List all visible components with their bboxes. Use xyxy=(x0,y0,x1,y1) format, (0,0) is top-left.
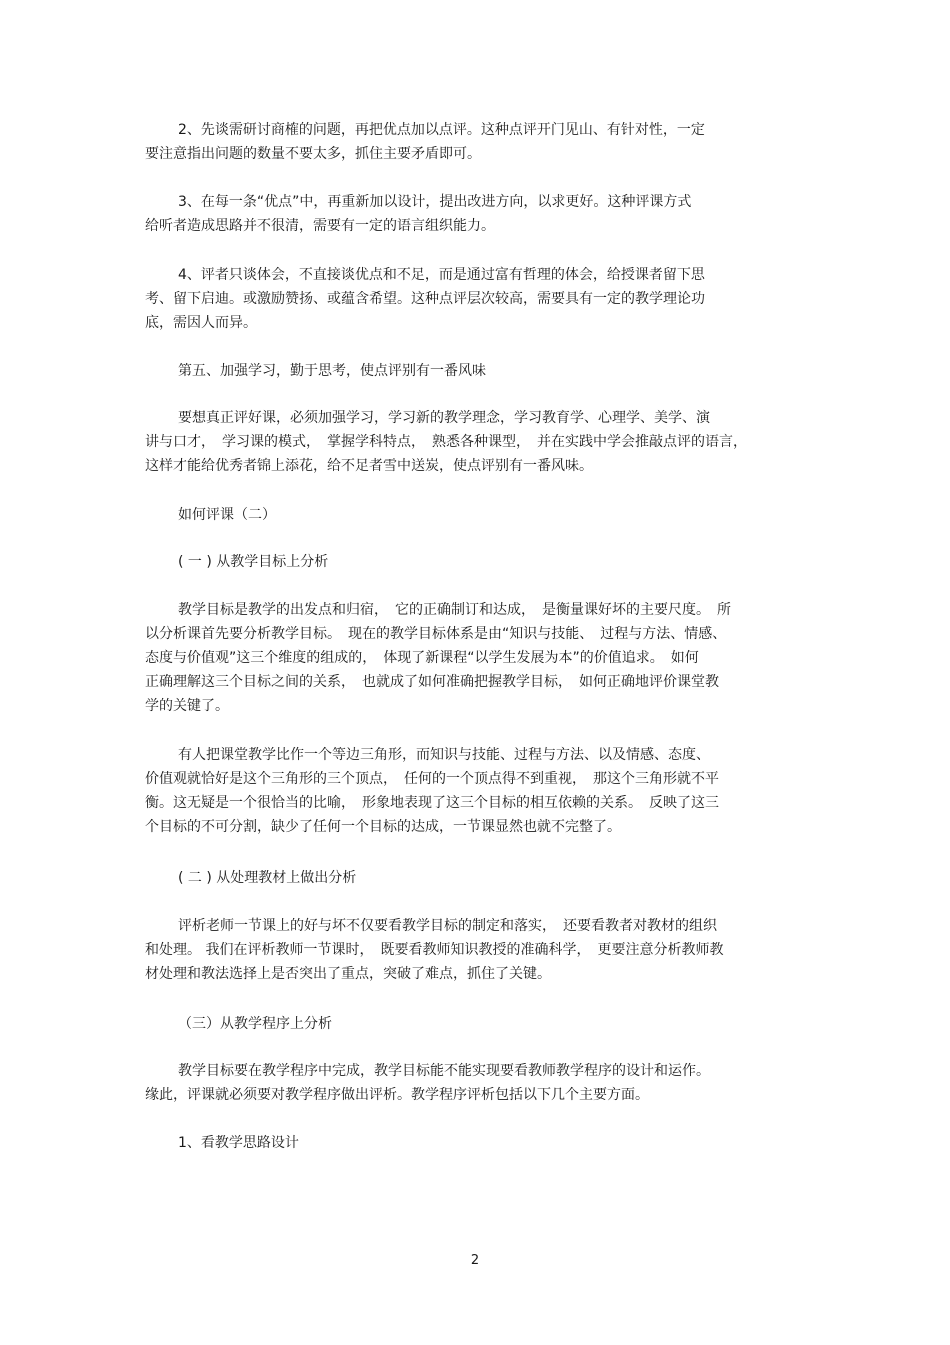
paragraph-8 xyxy=(145,1059,805,1107)
text-line: 缘此，评课就必须要对教学程序做出评析。教学程序评析包括以下几个主要方面。 xyxy=(145,1087,649,1103)
text-line: 有人把课堂教学比作一个等边三角形，而知识与技能、过程与方法、以及情感、态度、 xyxy=(178,747,710,763)
paragraph-2 xyxy=(145,190,805,238)
paragraph-5 xyxy=(145,598,805,718)
text-line: 给听者造成思路并不很清，需要有一定的语言组织能力。 xyxy=(145,218,495,234)
text-line: 讲与口才， 学习课的模式， 掌握学科特点， 熟悉各种课型， 并在实践中学会推敲点评的语言， xyxy=(145,434,747,450)
heading-text: 第五、加强学习，勤于思考，使点评别有一番风味 xyxy=(178,363,486,379)
paragraph-1 xyxy=(145,118,805,166)
text-line: 衡。这无疑是一个很恰当的比喻， 形象地表现了这三个目标的相互依赖的关系。 反映了这三 xyxy=(145,795,719,811)
text-line: 和处理。 我们在评析教师一节课时， 既要看教师知识教授的准确科学， 更要注意分析教师教 xyxy=(145,942,724,958)
text-line: 价值观就恰好是这个三角形的三个顶点， 任何的一个顶点得不到重视， 那这个三角形就不平 xyxy=(145,771,719,787)
paragraph-4 xyxy=(145,406,805,478)
text-line: 要想真正评好课，必须加强学习，学习新的教学理念，学习教育学、心理学、美学、演 xyxy=(178,410,710,426)
text-line: 这样才能给优秀者锦上添花，给不足者雪中送炭，使点评别有一番风味。 xyxy=(145,458,593,474)
text-line: 考、留下启迪。或激励赞扬、或蕴含希望。这种点评层次较高，需要具有一定的教学理论功 xyxy=(145,291,705,307)
heading-text: 1、看教学思路设计 xyxy=(178,1135,299,1151)
section-title xyxy=(145,503,805,527)
text-line: 以分析课首先要分析教学目标。 现在的教学目标体系是由“知识与技能、 过程与方法、情感、 xyxy=(145,626,727,642)
subheading-3 xyxy=(145,1012,805,1036)
text-line: 学的关键了。 xyxy=(145,698,229,714)
subheading-1 xyxy=(145,550,805,574)
text-line: 3、在每一条“优点”中，再重新加以设计，提出改进方向，以求更好。这种评课方式 xyxy=(178,194,692,210)
text-line: 底，需因人而异。 xyxy=(145,315,257,331)
text-line: 教学目标是教学的出发点和归宿， 它的正确制订和达成， 是衡量课好坏的主要尺度。 所 xyxy=(178,602,731,618)
text-line: 个目标的不可分割，缺少了任何一个目标的达成，一节课显然也就不完整了。 xyxy=(145,819,621,835)
text-line: 要注意指出问题的数量不要太多，抓住主要矛盾即可。 xyxy=(145,146,481,162)
paragraph-6 xyxy=(145,743,805,839)
subheading-2 xyxy=(145,866,805,890)
text-line: 教学目标要在教学程序中完成，教学目标能不能实现要看教师教学程序的设计和运作。 xyxy=(178,1063,710,1079)
heading-text: 如何评课（二） xyxy=(178,507,276,523)
text-line: 2、先谈需研讨商榷的问题，再把优点加以点评。这种点评开门见山、有针对性，一定 xyxy=(178,122,705,138)
text-line: 正确理解这三个目标之间的关系， 也就成了如何准确把握教学目标， 如何正确地评价课堂教 xyxy=(145,674,719,690)
text-line: 材处理和教法选择上是否突出了重点，突破了难点，抓住了关键。 xyxy=(145,966,551,982)
text-line: 4、评者只谈体会，不直接谈优点和不足，而是通过富有哲理的体会，给授课者留下思 xyxy=(178,267,705,283)
section-heading-5 xyxy=(145,359,805,383)
text-line: 评析老师一节课上的好与坏不仅要看教学目标的制定和落实， 还要看教者对教材的组织 xyxy=(178,918,717,934)
text-line: 态度与价值观”这三个维度的组成的， 体现了新课程“以学生发展为本”的价值追求。 如何 xyxy=(145,650,699,666)
paragraph-3 xyxy=(145,263,805,335)
paragraph-7 xyxy=(145,914,805,986)
heading-text: ( 一 ) 从教学目标上分析 xyxy=(178,554,329,570)
heading-text: ( 二 ) 从处理教材上做出分析 xyxy=(178,870,357,886)
list-item-heading xyxy=(145,1131,805,1155)
page-number: 2 xyxy=(470,1253,480,1268)
heading-text: （三）从教学程序上分析 xyxy=(178,1016,332,1032)
